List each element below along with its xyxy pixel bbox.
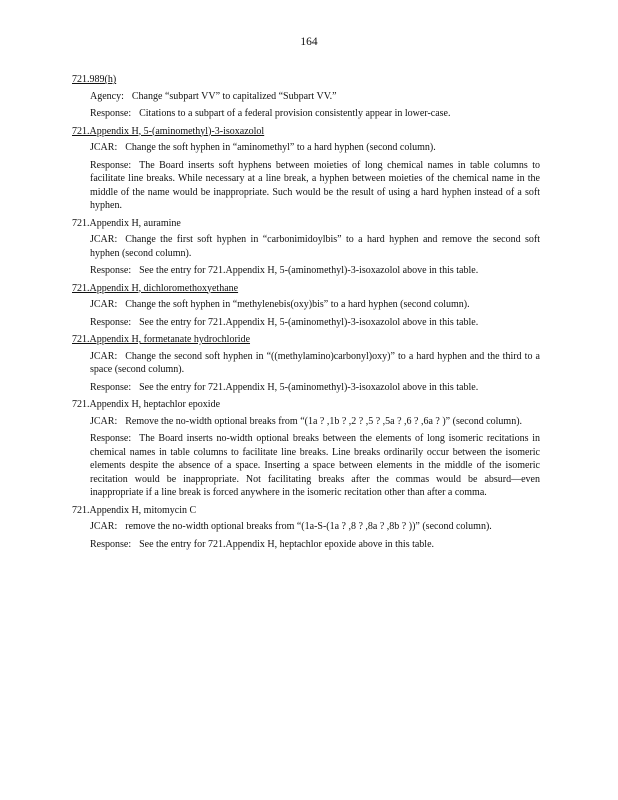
entry xyxy=(72,282,540,330)
entry-item xyxy=(90,350,540,377)
item-label: JCAR: xyxy=(90,234,118,245)
entry-item xyxy=(90,298,540,312)
item-text: The Board inserts soft hyphens between moieties of long chemical names in table columns to facilitate line breaks. While necessary at a line break, a hyphen between moieties of the chemical name in the middle of the name would be inappropriate. Such would be the result of using a hard hyphen instead of a soft hyphen. xyxy=(90,159,540,211)
item-text: See the entry for 721.Appendix H, 5-(aminomethyl)-3-isoxazolol above in this table. xyxy=(139,265,479,276)
entry xyxy=(72,333,540,394)
entry-heading-text: 721.Appendix H, dichloromethoxyethane xyxy=(72,282,239,294)
entry-heading xyxy=(72,282,540,296)
item-label: JCAR: xyxy=(90,350,118,362)
item-label: JCAR: xyxy=(90,521,118,532)
entry-heading-text: 721.989(h) xyxy=(72,74,117,85)
entry-item xyxy=(90,107,540,121)
item-label: Response: xyxy=(90,265,132,276)
item-text: See the entry for 721.Appendix H, heptachlor epoxide above in this table. xyxy=(139,538,435,550)
entry-heading xyxy=(72,125,540,139)
item-text: remove the no-width optional breaks from “(1a-S-(1a ? ,8 ? ,8a ? ,8b ? ))” (second column). xyxy=(125,521,492,532)
entry-item xyxy=(90,264,540,278)
entry-heading-text: 721.Appendix H, 5-(aminomethyl)-3-isoxazolol xyxy=(72,125,265,137)
entry-item xyxy=(90,141,540,155)
entry-item xyxy=(90,432,540,500)
entry-item xyxy=(90,159,540,213)
item-label: Response: xyxy=(90,159,132,171)
comment-response-table xyxy=(72,73,540,555)
entry xyxy=(72,217,540,278)
entry-item xyxy=(90,316,540,330)
item-text: Change “subpart VV” to capitalized “Subpart VV.” xyxy=(131,90,337,102)
entry-heading xyxy=(72,504,540,518)
entry-heading xyxy=(72,333,540,347)
entry-item xyxy=(90,538,540,552)
item-text: Citations to a subpart of a federal provision consistently appear in lower-case. xyxy=(139,108,451,119)
item-label: Agency: xyxy=(90,90,124,102)
item-text: The Board inserts no-width optional breaks between the elements of long isomeric recitations in chemical names in table columns to facilitate line breaks. Line breaks ordinarily occur between the isomeric elements despite the absence of a space. Inserting a space between elements in the middle of the isomeric recitation would be inappropriate. Not facilitating breaks after the commas would be absurd—even inappropriate if a line break is forced anywhere in the isomeric recitation other than after a comma. xyxy=(90,433,540,498)
item-label: JCAR: xyxy=(90,299,118,310)
entry xyxy=(72,73,540,121)
item-text: Remove the no-width optional breaks from “(1a ? ,1b ? ,2 ? ,5 ? ,5a ? ,6 ? ,6a ? )” (second column). xyxy=(125,415,523,427)
entry-item xyxy=(90,90,540,104)
item-label: Response: xyxy=(90,538,132,550)
page-number: 164 xyxy=(300,36,318,48)
item-text: Change the soft hyphen in “aminomethyl” to a hard hyphen (second column). xyxy=(125,142,436,153)
item-text: Change the second soft hyphen in “((methylamino)carbonyl)oxy)” to a hard hyphen and the third to a space (second column). xyxy=(90,350,540,375)
entry-item xyxy=(90,233,540,260)
entry-item xyxy=(90,415,540,429)
item-label: Response: xyxy=(90,108,132,119)
item-label: JCAR: xyxy=(90,415,118,427)
entry-heading xyxy=(72,217,540,231)
entry-heading xyxy=(72,398,540,412)
entry-heading xyxy=(72,73,540,87)
entry-item xyxy=(90,520,540,534)
item-label: JCAR: xyxy=(90,142,118,153)
entry-item xyxy=(90,381,540,395)
entry xyxy=(72,125,540,213)
entry-heading-text: 721.Appendix H, auramine xyxy=(72,217,181,229)
entry-heading-text: 721.Appendix H, formetanate hydrochloride xyxy=(72,334,251,345)
entry-heading-text: 721.Appendix H, heptachlor epoxide xyxy=(72,399,221,410)
entry xyxy=(72,504,540,552)
item-text: Change the first soft hyphen in “carbonimidoylbis” to a hard hyphen and remove the second soft hyphen (second column). xyxy=(90,234,540,259)
item-label: Response: xyxy=(90,381,132,393)
item-text: Change the soft hyphen in “methylenebis(oxy)bis” to a hard hyphen (second column). xyxy=(125,299,470,310)
item-text: See the entry for 721.Appendix H, 5-(aminomethyl)-3-isoxazolol above in this table. xyxy=(139,381,479,393)
item-text: See the entry for 721.Appendix H, 5-(aminomethyl)-3-isoxazolol above in this table. xyxy=(139,316,479,328)
entry-heading-text: 721.Appendix H, mitomycin C xyxy=(72,504,197,516)
item-label: Response: xyxy=(90,433,132,444)
item-label: Response: xyxy=(90,316,132,328)
entry xyxy=(72,398,540,500)
